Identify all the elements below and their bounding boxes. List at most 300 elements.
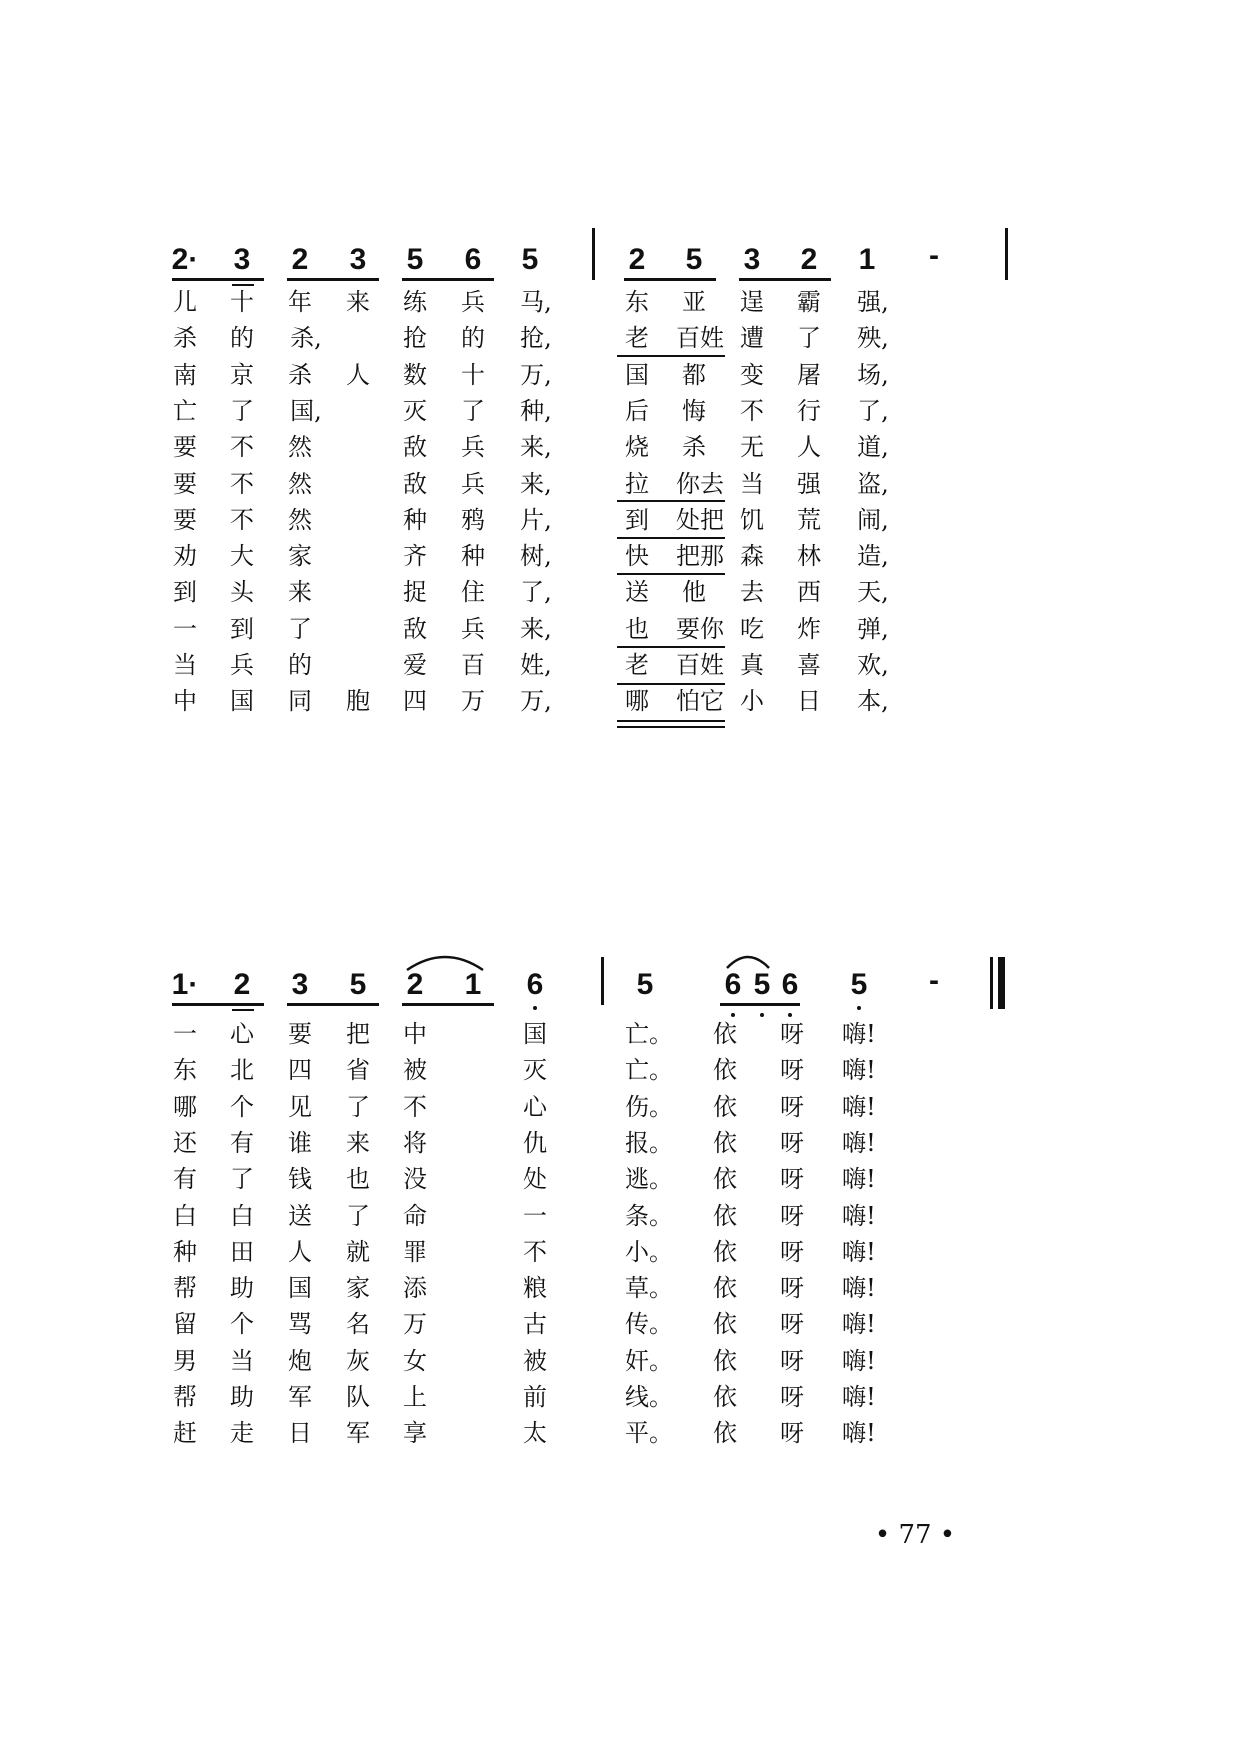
lyric-syllable: 要 (173, 505, 197, 534)
lyric-syllable: 了 (461, 396, 485, 425)
lyric-syllable: 名 (346, 1310, 370, 1339)
lyric-syllable: 屠 (797, 360, 821, 389)
lyric-syllable: 条。 (625, 1201, 673, 1230)
final-barline-thin (990, 957, 993, 1009)
beam-underline (172, 278, 264, 281)
lyric-syllable: 依 (713, 1274, 737, 1303)
lyric-syllable: 兵 (461, 433, 485, 462)
beam-underline (232, 284, 254, 286)
lyric-syllable: 抢 (403, 324, 427, 353)
lyric-syllable: 闹, (857, 505, 889, 534)
lyric-syllable: 然 (288, 433, 312, 462)
lyric-syllable: 一 (523, 1201, 547, 1230)
barline (1005, 228, 1008, 280)
lyric-syllable: 嗨! (842, 1274, 876, 1303)
lyric-syllable: 亡 (173, 396, 197, 425)
lyric-syllable: 亡。 (625, 1020, 673, 1048)
lyric-syllable: 快 (625, 542, 649, 571)
lyric-syllable: 行 (797, 396, 821, 425)
lyric-syllable: 杀 (173, 324, 197, 353)
lyric-syllable: 北 (230, 1056, 254, 1085)
lyric-syllable: 东 (625, 288, 649, 316)
lyric-syllable: 呀 (780, 1201, 804, 1230)
lyric-syllable: 就 (346, 1237, 370, 1266)
lyric-syllable: 造, (857, 542, 889, 571)
lyric-syllable: 把那 (676, 542, 724, 571)
beam-underline (624, 278, 716, 281)
lyric-syllable: 荒 (797, 505, 821, 534)
slur (725, 950, 771, 970)
lyric-syllable: 要 (173, 469, 197, 498)
lyric-syllable: 平。 (625, 1419, 673, 1448)
lyric-syllable: 然 (288, 505, 312, 534)
note: 6 (526, 968, 544, 1001)
lyric-syllable: 依 (713, 1092, 737, 1121)
lyric-syllable: 爱 (403, 651, 427, 679)
lyric-syllable: 依 (713, 1346, 737, 1375)
note: 5 (521, 243, 539, 276)
lyric-syllable: 助 (230, 1274, 254, 1303)
lyric-syllable: 来 (346, 288, 370, 316)
lyric-syllable: 道, (857, 433, 889, 462)
lyric-underline (617, 646, 725, 648)
lyric-syllable: 被 (403, 1056, 427, 1085)
lyric-syllable: 炸 (797, 614, 821, 643)
lyric-syllable: 不 (230, 505, 254, 534)
page-number: • 77 • (874, 1520, 956, 1550)
lyric-syllable: 杀, (290, 324, 322, 353)
lyric-syllable: 军 (346, 1419, 370, 1448)
lyric-syllable: 仇 (523, 1128, 547, 1157)
lyric-syllable: 个 (230, 1310, 254, 1339)
lyric-syllable: 将 (403, 1128, 427, 1157)
lyric-syllable: 了 (230, 1165, 254, 1194)
lyric-syllable: 到 (173, 578, 197, 607)
lyric-syllable: 十 (230, 288, 254, 316)
lyric-syllable: 喜 (797, 651, 821, 679)
lyric-syllable: 马, (520, 288, 552, 316)
lyric-syllable: 你去 (676, 469, 724, 498)
note: 2 (800, 243, 818, 276)
lyric-syllable: 没 (403, 1165, 427, 1194)
note: 5 (349, 968, 367, 1001)
lyric-syllable: 欢, (857, 651, 889, 679)
lyric-syllable: 百姓 (676, 651, 724, 679)
lyric-syllable: 国 (288, 1274, 312, 1303)
lyric-underline (617, 500, 725, 502)
lyric-syllable: 东 (173, 1056, 197, 1085)
lyric-syllable: 儿 (173, 288, 197, 316)
lyric-syllable: 队 (346, 1383, 370, 1411)
lyric-syllable: 炮 (288, 1346, 312, 1375)
lyric-syllable: 不 (403, 1092, 427, 1121)
lyric-syllable: 种 (461, 542, 485, 571)
lyric-syllable: 杀 (288, 360, 312, 389)
lyric-syllable: 森 (740, 542, 764, 571)
lyric-syllable: 霸 (797, 288, 821, 316)
beam-underline (172, 1003, 264, 1006)
lyric-syllable: 的 (461, 324, 485, 353)
lyric-syllable: 命 (403, 1201, 427, 1230)
lyric-syllable: 钱 (288, 1165, 312, 1194)
lyric-syllable: 到 (230, 614, 254, 643)
lyric-syllable: 心 (230, 1020, 254, 1048)
lyric-syllable: 烧 (625, 433, 649, 462)
octave-dot (857, 1006, 861, 1010)
lyric-syllable: 敌 (403, 469, 427, 498)
lyric-syllable: 嗨! (842, 1346, 876, 1375)
lyric-syllable: 传。 (625, 1310, 673, 1339)
lyric-syllable: 呀 (780, 1092, 804, 1121)
lyric-syllable: 助 (230, 1383, 254, 1411)
lyric-syllable: 的 (288, 651, 312, 679)
lyric-syllable: 呀 (780, 1274, 804, 1303)
lyric-syllable: 南 (173, 360, 197, 389)
lyric-syllable: 国 (625, 360, 649, 389)
lyric-syllable: 当 (173, 651, 197, 679)
lyric-syllable: 依 (713, 1237, 737, 1266)
lyric-syllable: 日 (288, 1419, 312, 1448)
lyric-underline (617, 683, 725, 685)
beam-underline (739, 278, 831, 281)
final-barline-thick (998, 957, 1005, 1009)
note: 5 (636, 968, 654, 1001)
lyric-syllable: 依 (713, 1056, 737, 1085)
lyric-syllable: 来 (346, 1128, 370, 1157)
lyric-syllable: 男 (173, 1346, 197, 1375)
lyric-syllable: 嗨! (842, 1092, 876, 1121)
lyric-syllable: 百姓 (676, 324, 724, 353)
lyric-syllable: 嗨! (842, 1020, 876, 1048)
lyric-syllable: 灭 (403, 396, 427, 425)
octave-dot (760, 1013, 764, 1017)
lyric-syllable: 了 (797, 324, 821, 353)
lyric-syllable: 抢, (520, 324, 552, 353)
note: 2 (291, 243, 309, 276)
lyric-syllable: 了 (230, 396, 254, 425)
lyric-syllable: 中 (403, 1020, 427, 1048)
lyric-syllable: 人 (346, 360, 370, 389)
lyric-syllable: 哪 (173, 1092, 197, 1121)
lyric-syllable: 殃, (857, 324, 889, 353)
lyric-underline (617, 726, 725, 728)
lyric-underline (617, 720, 725, 722)
lyric-syllable: 嗨! (842, 1128, 876, 1157)
lyric-syllable: 数 (403, 360, 427, 389)
lyric-syllable: 年 (288, 288, 312, 316)
note: 2· (171, 243, 199, 276)
lyric-syllable: 送 (288, 1201, 312, 1230)
lyric-syllable: 走 (230, 1419, 254, 1448)
lyric-syllable: 兵 (461, 614, 485, 643)
lyric-syllable: 依 (713, 1165, 737, 1194)
lyric-syllable: 万 (403, 1310, 427, 1339)
lyric-syllable: 也 (625, 614, 649, 643)
lyric-syllable: 大 (230, 542, 254, 571)
lyric-syllable: 处把 (676, 505, 724, 534)
lyric-syllable: 了 (346, 1201, 370, 1230)
lyric-syllable: 一 (173, 1020, 197, 1048)
lyric-syllable: 呀 (780, 1310, 804, 1339)
beam-underline (402, 278, 494, 281)
lyric-syllable: 片, (520, 505, 552, 534)
lyric-syllable: 真 (740, 651, 764, 679)
lyric-syllable: 送 (625, 578, 649, 607)
lyric-syllable: 伤。 (625, 1092, 673, 1121)
lyric-syllable: 四 (403, 687, 427, 716)
lyric-syllable: 京 (230, 360, 254, 389)
lyric-syllable: 奸。 (625, 1346, 673, 1375)
lyric-syllable: 呀 (780, 1056, 804, 1085)
note: 2 (628, 243, 646, 276)
beam-underline (402, 1003, 494, 1006)
lyric-syllable: 当 (740, 469, 764, 498)
lyric-syllable: 草。 (625, 1274, 673, 1303)
lyric-syllable: 军 (288, 1383, 312, 1411)
lyric-syllable: 一 (173, 614, 197, 643)
lyric-syllable: 姓, (520, 651, 552, 679)
lyric-syllable: 无 (740, 433, 764, 462)
lyric-syllable: 依 (713, 1419, 737, 1448)
lyric-syllable: 小。 (625, 1237, 673, 1266)
note: 5 (753, 968, 771, 1001)
lyric-syllable: 人 (797, 433, 821, 462)
lyric-syllable: 种, (520, 396, 552, 425)
lyric-syllable: 有 (173, 1165, 197, 1194)
lyric-syllable: 来, (520, 433, 552, 462)
lyric-syllable: 赶 (173, 1419, 197, 1448)
lyric-syllable: 嗨! (842, 1310, 876, 1339)
lyric-syllable: 拉 (625, 469, 649, 498)
barline (601, 957, 604, 1005)
lyric-syllable: 胞 (346, 687, 370, 716)
octave-dot (788, 1013, 792, 1017)
octave-dot (731, 1013, 735, 1017)
lyric-syllable: 粮 (523, 1274, 547, 1303)
lyric-syllable: 然 (288, 469, 312, 498)
lyric-syllable: 强, (857, 288, 889, 316)
lyric-syllable: 呀 (780, 1128, 804, 1157)
beam-underline (287, 1003, 379, 1006)
lyric-syllable: 嗨! (842, 1237, 876, 1266)
note: 3 (291, 968, 309, 1001)
lyric-syllable: 吃 (740, 614, 764, 643)
lyric-underline (617, 573, 725, 575)
lyric-syllable: 不 (523, 1237, 547, 1266)
lyric-syllable: 树, (520, 542, 552, 571)
lyric-syllable: 来, (520, 614, 552, 643)
lyric-syllable: 国 (523, 1020, 547, 1048)
lyric-syllable: 灰 (346, 1346, 370, 1375)
lyric-syllable: 逃。 (625, 1165, 673, 1194)
lyric-syllable: 女 (403, 1346, 427, 1375)
lyric-syllable: 变 (740, 360, 764, 389)
lyric-syllable: 怕它 (676, 687, 724, 716)
lyric-syllable: 去 (740, 578, 764, 607)
lyric-syllable: 嗨! (842, 1165, 876, 1194)
lyric-syllable: 帮 (173, 1383, 197, 1411)
lyric-syllable: 国, (290, 396, 322, 425)
lyric-syllable: 后 (625, 396, 649, 425)
lyric-syllable: 依 (713, 1201, 737, 1230)
lyric-syllable: 添 (403, 1274, 427, 1303)
lyric-syllable: 也 (346, 1165, 370, 1194)
lyric-syllable: 逞 (740, 288, 764, 316)
lyric-syllable: 了 (288, 614, 312, 643)
lyric-syllable: 呀 (780, 1346, 804, 1375)
lyric-syllable: 来, (520, 469, 552, 498)
lyric-syllable: 强 (797, 469, 821, 498)
lyric-syllable: 林 (797, 542, 821, 571)
lyric-syllable: 种 (173, 1237, 197, 1266)
lyric-syllable: 线。 (625, 1383, 673, 1411)
lyric-syllable: 本, (857, 687, 889, 716)
lyric-syllable: 杀 (682, 433, 706, 462)
lyric-syllable: 嗨! (842, 1419, 876, 1448)
note: 3 (743, 243, 761, 276)
lyric-syllable: 呀 (780, 1383, 804, 1411)
note: 3 (349, 243, 367, 276)
lyric-syllable: 省 (346, 1056, 370, 1085)
lyric-syllable: 亡。 (625, 1056, 673, 1085)
lyric-syllable: 不 (740, 396, 764, 425)
lyric-syllable: 骂 (288, 1310, 312, 1339)
note: 6 (724, 968, 742, 1001)
lyric-syllable: 弹, (857, 614, 889, 643)
lyric-syllable: 个 (230, 1092, 254, 1121)
lyric-syllable: 嗨! (842, 1383, 876, 1411)
lyric-syllable: 嗨! (842, 1056, 876, 1085)
lyric-syllable: 悔 (682, 396, 706, 425)
octave-dot (533, 1006, 537, 1010)
lyric-syllable: 嗨! (842, 1201, 876, 1230)
note: - (929, 239, 939, 272)
lyric-syllable: 万 (461, 687, 485, 716)
lyric-syllable: 田 (230, 1237, 254, 1266)
lyric-syllable: 家 (346, 1274, 370, 1303)
lyric-syllable: 齐 (403, 542, 427, 571)
beam-underline (720, 1003, 800, 1006)
lyric-syllable: 盗, (857, 469, 889, 498)
note: 6 (781, 968, 799, 1001)
lyric-syllable: 心 (523, 1092, 547, 1121)
lyric-syllable: 白 (230, 1201, 254, 1230)
lyric-syllable: 到 (625, 505, 649, 534)
beam-underline (287, 278, 379, 281)
lyric-syllable: 见 (288, 1092, 312, 1121)
lyric-syllable: 还 (173, 1128, 197, 1157)
lyric-syllable: 国 (230, 687, 254, 716)
lyric-syllable: 十 (461, 360, 485, 389)
lyric-syllable: 小 (740, 687, 764, 716)
lyric-syllable: 呀 (780, 1165, 804, 1194)
lyric-syllable: 老 (625, 651, 649, 679)
lyric-syllable: 处 (523, 1165, 547, 1194)
lyric-syllable: 捉 (403, 578, 427, 607)
lyric-syllable: 劝 (173, 542, 197, 571)
beam-underline (232, 1009, 254, 1011)
lyric-syllable: 都 (682, 360, 706, 389)
lyric-syllable: 依 (713, 1310, 737, 1339)
lyric-syllable: 要你 (676, 614, 724, 643)
lyric-syllable: 罪 (403, 1237, 427, 1266)
lyric-syllable: 西 (797, 578, 821, 607)
lyric-syllable: 同 (288, 687, 312, 716)
lyric-syllable: 住 (461, 578, 485, 607)
lyric-syllable: 享 (403, 1419, 427, 1448)
lyric-syllable: 依 (713, 1020, 737, 1048)
lyric-syllable: 有 (230, 1128, 254, 1157)
note: 1 (858, 243, 876, 276)
lyric-syllable: 呀 (780, 1020, 804, 1048)
lyric-syllable: 被 (523, 1346, 547, 1375)
lyric-underline (617, 355, 725, 357)
lyric-syllable: 把 (346, 1020, 370, 1048)
lyric-syllable: 不 (230, 433, 254, 462)
lyric-syllable: 上 (403, 1383, 427, 1411)
lyric-syllable: 当 (230, 1346, 254, 1375)
lyric-syllable: 头 (230, 578, 254, 607)
lyric-syllable: 白 (173, 1201, 197, 1230)
note: 1· (171, 968, 199, 1001)
lyric-syllable: 了, (520, 578, 552, 607)
lyric-syllable: 饥 (740, 505, 764, 534)
note: 2 (233, 968, 251, 1001)
lyric-syllable: 人 (288, 1237, 312, 1266)
lyric-syllable: 呀 (780, 1419, 804, 1448)
note: 3 (233, 243, 251, 276)
lyric-syllable: 的 (230, 324, 254, 353)
lyric-syllable: 古 (523, 1310, 547, 1339)
lyric-syllable: 遭 (740, 324, 764, 353)
lyric-syllable: 灭 (523, 1056, 547, 1085)
lyric-syllable: 场, (857, 360, 889, 389)
lyric-syllable: 敌 (403, 614, 427, 643)
lyric-syllable: 天, (857, 578, 889, 607)
lyric-syllable: 兵 (230, 651, 254, 679)
lyric-syllable: 太 (523, 1419, 547, 1448)
lyric-syllable: 种 (403, 505, 427, 534)
lyric-syllable: 依 (713, 1383, 737, 1411)
lyric-syllable: 中 (173, 687, 197, 716)
lyric-syllable: 前 (523, 1383, 547, 1411)
lyric-syllable: 哪 (625, 687, 649, 716)
lyric-syllable: 留 (173, 1310, 197, 1339)
note: 5 (406, 243, 424, 276)
note: 5 (850, 968, 868, 1001)
lyric-syllable: 了 (346, 1092, 370, 1121)
lyric-syllable: 鸦 (461, 505, 485, 534)
lyric-syllable: 敌 (403, 433, 427, 462)
lyric-syllable: 百 (461, 651, 485, 679)
lyric-syllable: 报。 (625, 1128, 673, 1157)
lyric-syllable: 四 (288, 1056, 312, 1085)
lyric-syllable: 呀 (780, 1237, 804, 1266)
barline (592, 228, 595, 280)
slur (405, 950, 485, 972)
note: 5 (685, 243, 703, 276)
lyric-syllable: 万, (520, 687, 552, 716)
lyric-underline (617, 537, 725, 539)
note: - (929, 964, 939, 997)
lyric-syllable: 他 (682, 578, 706, 607)
note: 1 (464, 968, 482, 1001)
lyric-syllable: 家 (288, 542, 312, 571)
lyric-syllable: 亚 (682, 288, 706, 316)
lyric-syllable: 帮 (173, 1274, 197, 1303)
lyric-syllable: 万, (520, 360, 552, 389)
lyric-syllable: 依 (713, 1128, 737, 1157)
